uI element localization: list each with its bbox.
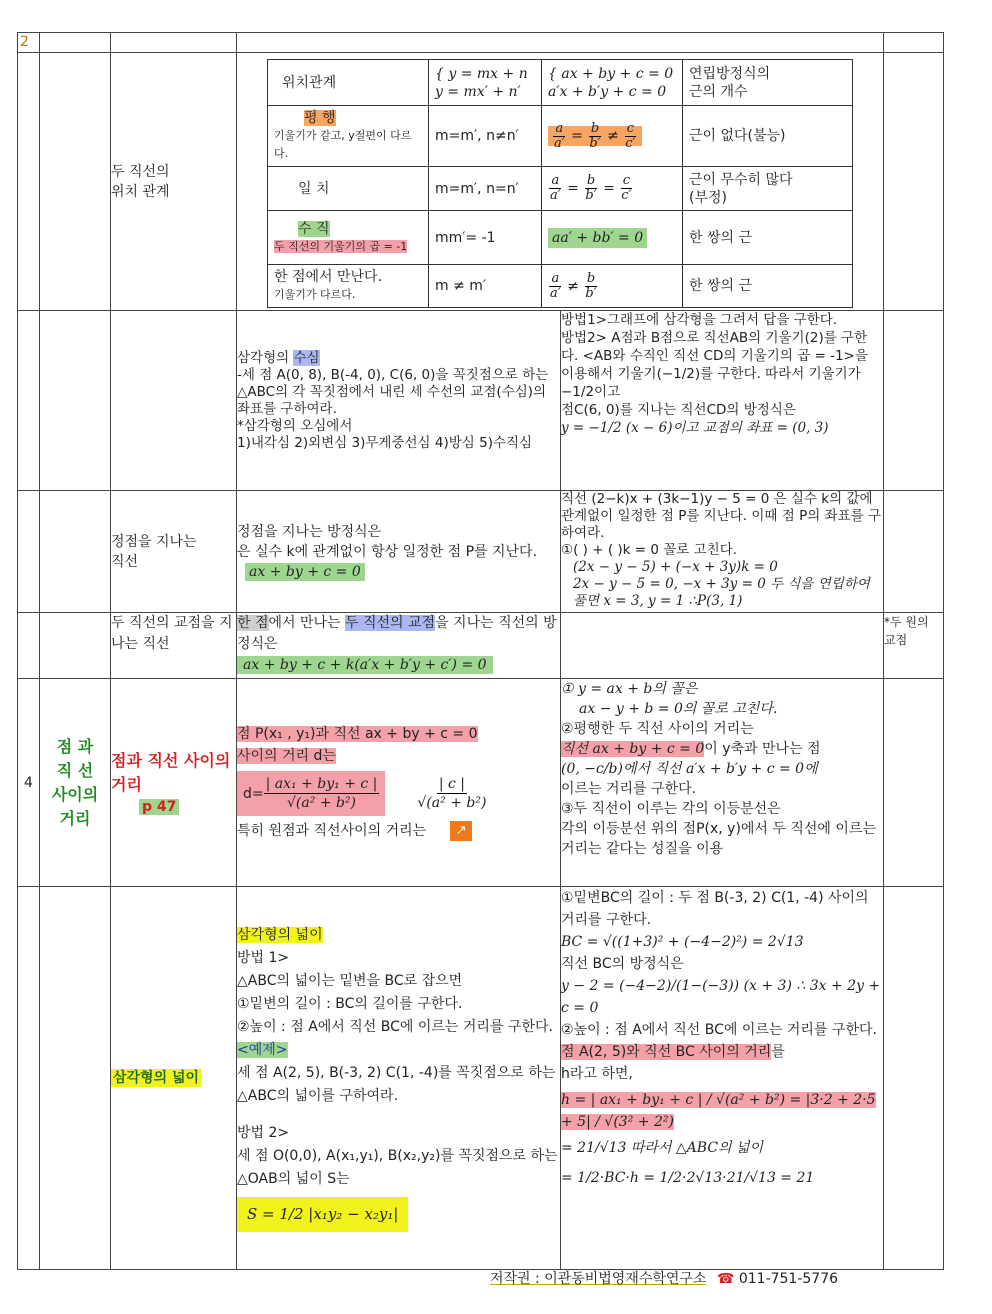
inter-hl1: 한 점 [237,615,269,631]
area-a4: y − 2 = (−4−2)/(1−(−3)) (x + 3) ∴ 3x + 2y + c = 0 [561,978,881,1016]
ortho-q4: 1)내각심 2)외변심 3)무게중선심 4)방심 5)수직심 [237,434,533,451]
label-perpendicular: 수 직 [298,220,330,237]
ortho-q3: *삼각형의 오심에서 [237,417,353,434]
dist-q2: 사이의 거리 d는 [237,748,336,764]
inter-tail: 을 지나는 직선의 방정식은 [237,615,557,652]
fixed-a4: 2x − y − 5 = 0, −x + 3y = 0 두 식을 연립하여 풀면 x = 3, y = 1 ∴P(3, 1) [573,576,870,609]
page-ref: p 47 [139,799,179,815]
roots-parallel: 근이 없다(불능) [683,106,853,167]
roots-intersect: 한 쌍의 근 [683,265,853,308]
desc-perpendicular: 두 직선의 기울기의 곱 = -1 [274,239,408,253]
footer [490,1268,838,1288]
d-label: d= [243,785,264,802]
dist-a1: ① y = ax + b의 꼴은 [561,681,698,697]
ortho-a1: 방법1>그래프에 삼각형을 그려서 답을 구한다. [561,312,838,328]
dist-a5: (0, −c/b)에서 직선 a′x + b′y + c = 0에 [561,761,818,777]
chapter-title: 점 과 직 선 사이의 거리 [40,679,111,887]
content-table [17,32,944,1270]
coef-perpendicular: aa′ + bb′ = 0 [548,228,647,248]
area-a2: BC = √((1+3)² + (−4−2)²) = 2√13 [561,934,804,950]
area-a7: h라고 하면, [561,1066,633,1082]
label-intersect: 한 점에서 만난다. [274,269,383,285]
cond-coincide: m=m′, n=n′ [429,167,542,211]
area-a9: = 21/√13 따라서 △ABC의 넓이 [561,1140,764,1156]
area-a8: h = | ax₁ + by₁ + c | / √(a² + b²) = |3·2 + 2·5 + 5| / √(3² + 2²) [561,1092,876,1130]
row-distance [18,679,944,887]
topic-fixed-point: 정점을 지나는 직선 [111,491,237,613]
o-denominator: √(a² + b²) [417,795,487,811]
fixed-a2: ①( ) + ( )k = 0 꼴로 고친다. [561,542,738,558]
topic-intersection: 두 직선의 교점을 지나는 직선 [111,613,237,679]
fixed-a3: (2x − y − 5) + (−x + 3y)k = 0 [573,559,778,575]
ortho-a3: 점C(6, 0)를 지나는 직선CD의 방정식은 [561,402,796,418]
area-q4: ②높이 : 점 A에서 직선 BC에 이르는 거리를 구한다. [237,1019,553,1035]
topic-position: 두 직선의 위치 관계 [111,53,237,311]
area-a3: 직선 BC의 방정식은 [561,956,684,972]
link-arrow-icon[interactable]: ↗ [450,821,472,841]
inter-formula: ax + by + c + k(a′x + b′y + c′) = 0 [237,656,493,674]
chapter-number: 4 [18,679,40,887]
area-a5: ②높이 : 점 A에서 직선 BC에 이르는 거리를 구한다. [561,1022,877,1038]
fixed-q2: 은 실수 k에 관계없이 항상 일정한 점 P를 지난다. [237,543,538,560]
phone-icon: ☎ [716,1271,735,1287]
dist-a3: ②평행한 두 직선 사이의 거리는 [561,721,754,737]
dist-a8: 각의 이등분선 위의 점P(x, y)에서 두 직선에 이르는 거리는 같다는 성질을 이용 [561,821,876,857]
dist-a7: ③두 직선이 이루는 각의 이등분선은 [561,801,781,817]
cond-perpendicular: mm′= -1 [429,211,542,265]
rel-header-3: { ax + by + c = 0 a′x + b′y + c = 0 [542,60,683,106]
fixed-formula: ax + by + c = 0 [245,563,365,581]
topic-distance: 점과 직선 사이의 거리 [111,750,231,794]
d-denominator: √(a² + b²) [287,795,357,811]
area-q1: 방법 1> [237,950,290,966]
cond-parallel: m=m′, n≠n′ [429,106,542,167]
area-title: 삼각형의 넓이 [237,927,323,943]
area-q2: △ABC의 넓이는 밑변을 BC로 잡으면 [237,973,463,989]
relation-table: 위치관계 { y = mx + n y = mx′ + n′ { ax + by + c = 0 a′x + b′y + c = 0 연립방정식의 근의 개수 평 행 기울기가 같고, y절편이 다르다. m=m′, n≠n′ $\frac{a}{a'}$ = $\frac{b}{b'}$ ≠ $\frac{c}{c'}$ 근이 없다(불능) 일 치 m=m′, n=n′ $\frac{a}{a'}$ = $\frac{b}{b'}$ = $\frac{c}{c'}$ 근이 무수히 많다 (부정) 수 직 두 직선의 기울기의 곱 = -1 mm′= -1 aa′ + bb′ = 0 한 쌍의 근 한 점에서 만난다. 기울기가 다르다. m ≠ m′ $\frac{a}{a'}$ ≠ $\frac{b}{b'}$ 한 쌍의 근 [267,59,853,308]
cond-intersect: m ≠ m′ [429,265,542,308]
area-a10: = 1/2·BC·h = 1/2·2√13·21/√13 = 21 [561,1170,815,1186]
footer-copyright: 저작권 : 이관동비법영재수학연구소 [490,1271,707,1287]
rel-header-2: { y = mx + n y = mx′ + n′ [429,60,542,106]
dist-a4-hl: 직선 ax + by + c = 0 [561,741,705,757]
area-example: <예제> [237,1042,288,1058]
roots-perpendicular: 한 쌍의 근 [683,211,853,265]
dist-a2: ax − y + b = 0의 꼴로 고친다. [579,701,778,717]
row-fixed-point [18,491,944,613]
fixed-q1: 정점을 지나는 방정식은 [237,523,382,540]
row-intersection [18,613,944,679]
dist-a6: 이르는 거리를 구한다. [561,781,697,797]
footer-phone: 011-751-5776 [738,1271,839,1287]
topic-area: 삼각형의 넓이 [113,1070,200,1086]
area-q6: 방법 2> [237,1125,290,1141]
row-orthocenter [18,311,944,491]
row-area [18,887,944,1270]
dist-q3: 특히 원점과 직선사이의 거리는 [237,823,427,839]
ortho-q2: -세 점 A(0, 8), B(-4, 0), C(6, 0)을 꼭짓점으로 하는 △ABC의 각 꼭짓점에서 내린 세 수선의 교점(수심)의 좌표를 구하여라. [237,366,549,417]
desc-parallel: 기울기가 같고, y절편이 다르다. [274,129,412,160]
ortho-a4: y = −1/2 (x − 6)이고 교점의 좌표 = (0, 3) [561,420,829,436]
dist-q1: 점 P(x₁ , y₁)과 직선 ax + by + c = 0 [237,726,478,742]
row-position-relation [18,53,944,311]
inter-note: *두 원의 교점 [884,613,944,679]
ortho-q1-hl: 수심 [293,349,320,366]
area-q3: ①밑변의 길이 : BC의 길이를 구한다. [237,996,463,1012]
area-q5: 세 점 A(2, 5), B(-3, 2) C(1, -4)를 꼭짓점으로 하는 △ABC의 넓이를 구하여라. [237,1065,556,1104]
desc-intersect: 기울기가 다르다. [274,288,356,301]
rel-header-4: 연립방정식의 근의 개수 [683,60,853,106]
fixed-a1: 직선 (2−k)x + (3k−1)y − 5 = 0 은 실수 k의 값에 관계없이 일정한 점 P를 지난다. 이때 점 P의 좌표를 구하여라. [561,491,882,541]
inter-hl2: 두 직선의 교점 [345,615,436,631]
o-numerator: | c | [438,776,465,792]
inter-mid: 에서 만나는 [268,615,346,631]
area-a6-hl: 점 A(2, 5)와 직선 BC 사이의 거리 [561,1044,772,1060]
dist-a4: 이 y축과 만나는 점 [704,741,821,757]
label-coincide: 일 치 [268,167,429,211]
header-row [18,33,944,53]
area-q7: 세 점 O(0,0), A(x₁,y₁), B(x₂,y₂)를 꼭짓점으로 하는 △OAB의 넓이 S는 [237,1148,558,1187]
ortho-q1: 삼각형의 [237,349,294,366]
area-a1: ①밑변BC의 길이 : 두 점 B(-3, 2) C(1, -4) 사이의 거리를 구한다. [561,890,869,928]
rel-header-1: 위치관계 [268,60,429,106]
ortho-a2: 방법2> A점과 B점으로 직선AB의 기울기(2)를 구한다. <AB와 수직인 직선 CD의 기울기의 곱 = -1>을 이용해서 기울기(−1/2)를 구한다. 따라서 기울기가 −1/2이고 [561,330,868,400]
roots-coincide: 근이 무수히 많다 (부정) [683,167,853,211]
area-a6: 를 [771,1044,785,1060]
label-parallel: 평 행 [304,110,336,126]
section-number: 2 [20,34,29,50]
d-numerator: | ax₁ + by₁ + c | [265,776,378,792]
area-formula: S = 1/2 |x₁y₂ − x₂y₁| [237,1197,408,1232]
